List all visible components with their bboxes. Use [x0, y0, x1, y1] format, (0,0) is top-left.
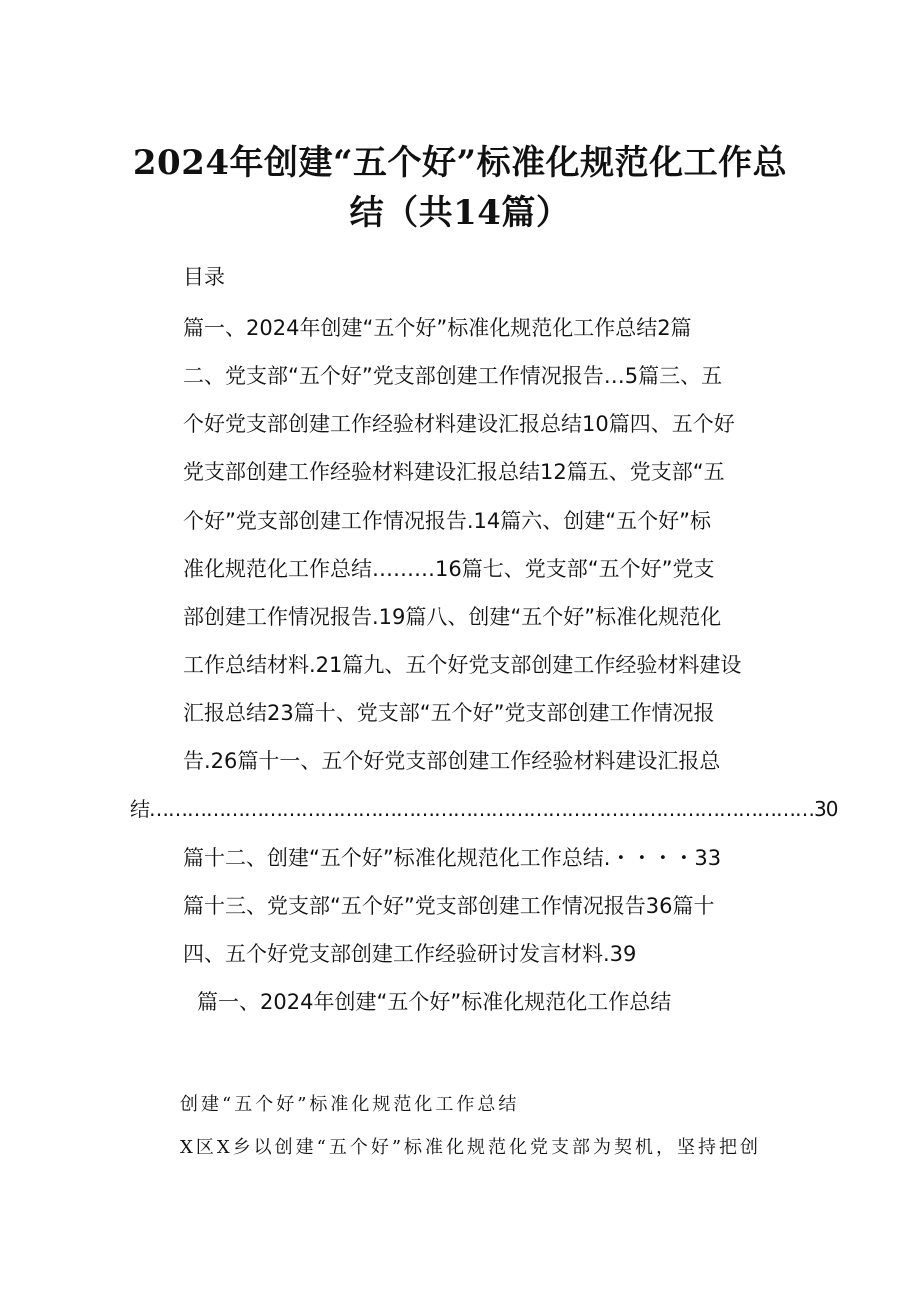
toc-line: 二、党支部“五个好”党支部创建工作情况报告…5篇三、五 [183, 364, 723, 388]
toc-line: 个好党支部创建工作经验材料建设汇报总结10篇四、五个好 [183, 412, 735, 436]
toc-line: 部创建工作情况报告.19篇八、创建“五个好”标准化规范化 [183, 605, 722, 629]
toc-line: 篇十二、创建“五个好”标准化规范化工作总结.・・・・33 [183, 846, 722, 870]
toc-line: 准化规范化工作总结………16篇七、党支部“五个好”党支 [183, 557, 715, 581]
toc-heading: 目录 [183, 265, 225, 289]
toc-line: 个好”党支部创建工作情况报告.14篇六、创建“五个好”标 [183, 509, 712, 533]
toc-line: 四、五个好党支部创建工作经验研讨发言材料.39 [183, 942, 637, 966]
document-title-line-1: 2024年创建“五个好”标准化规范化工作总 [132, 143, 788, 183]
toc-line: 结……………………………………………………………………………………………30 [130, 797, 838, 821]
section-heading: 篇一、2024年创建“五个好”标准化规范化工作总结 [197, 990, 672, 1014]
toc-line: 篇十三、党支部“五个好”党支部创建工作情况报告36篇十 [183, 894, 715, 918]
toc-line: 汇报总结23篇十、党支部“五个好”党支部创建工作情况报 [183, 701, 715, 725]
document-title-line-2: 结（共14篇） [349, 193, 571, 233]
toc-line: 党支部创建工作经验材料建设汇报总结12篇五、党支部“五 [183, 460, 725, 484]
toc-line: 篇一、2024年创建“五个好”标准化规范化工作总结2篇 [183, 316, 692, 340]
toc-line: 工作总结材料.21篇九、五个好党支部创建工作经验材料建设 [183, 653, 742, 677]
toc-line: 告.26篇十一、五个好党支部创建工作经验材料建设汇报总 [183, 749, 721, 773]
body-text-line: 创建“五个好”标准化规范化工作总结 [180, 1094, 520, 1115]
body-text-line: X区X乡以创建“五个好”标准化规范化党支部为契机，坚持把创 [180, 1137, 762, 1158]
